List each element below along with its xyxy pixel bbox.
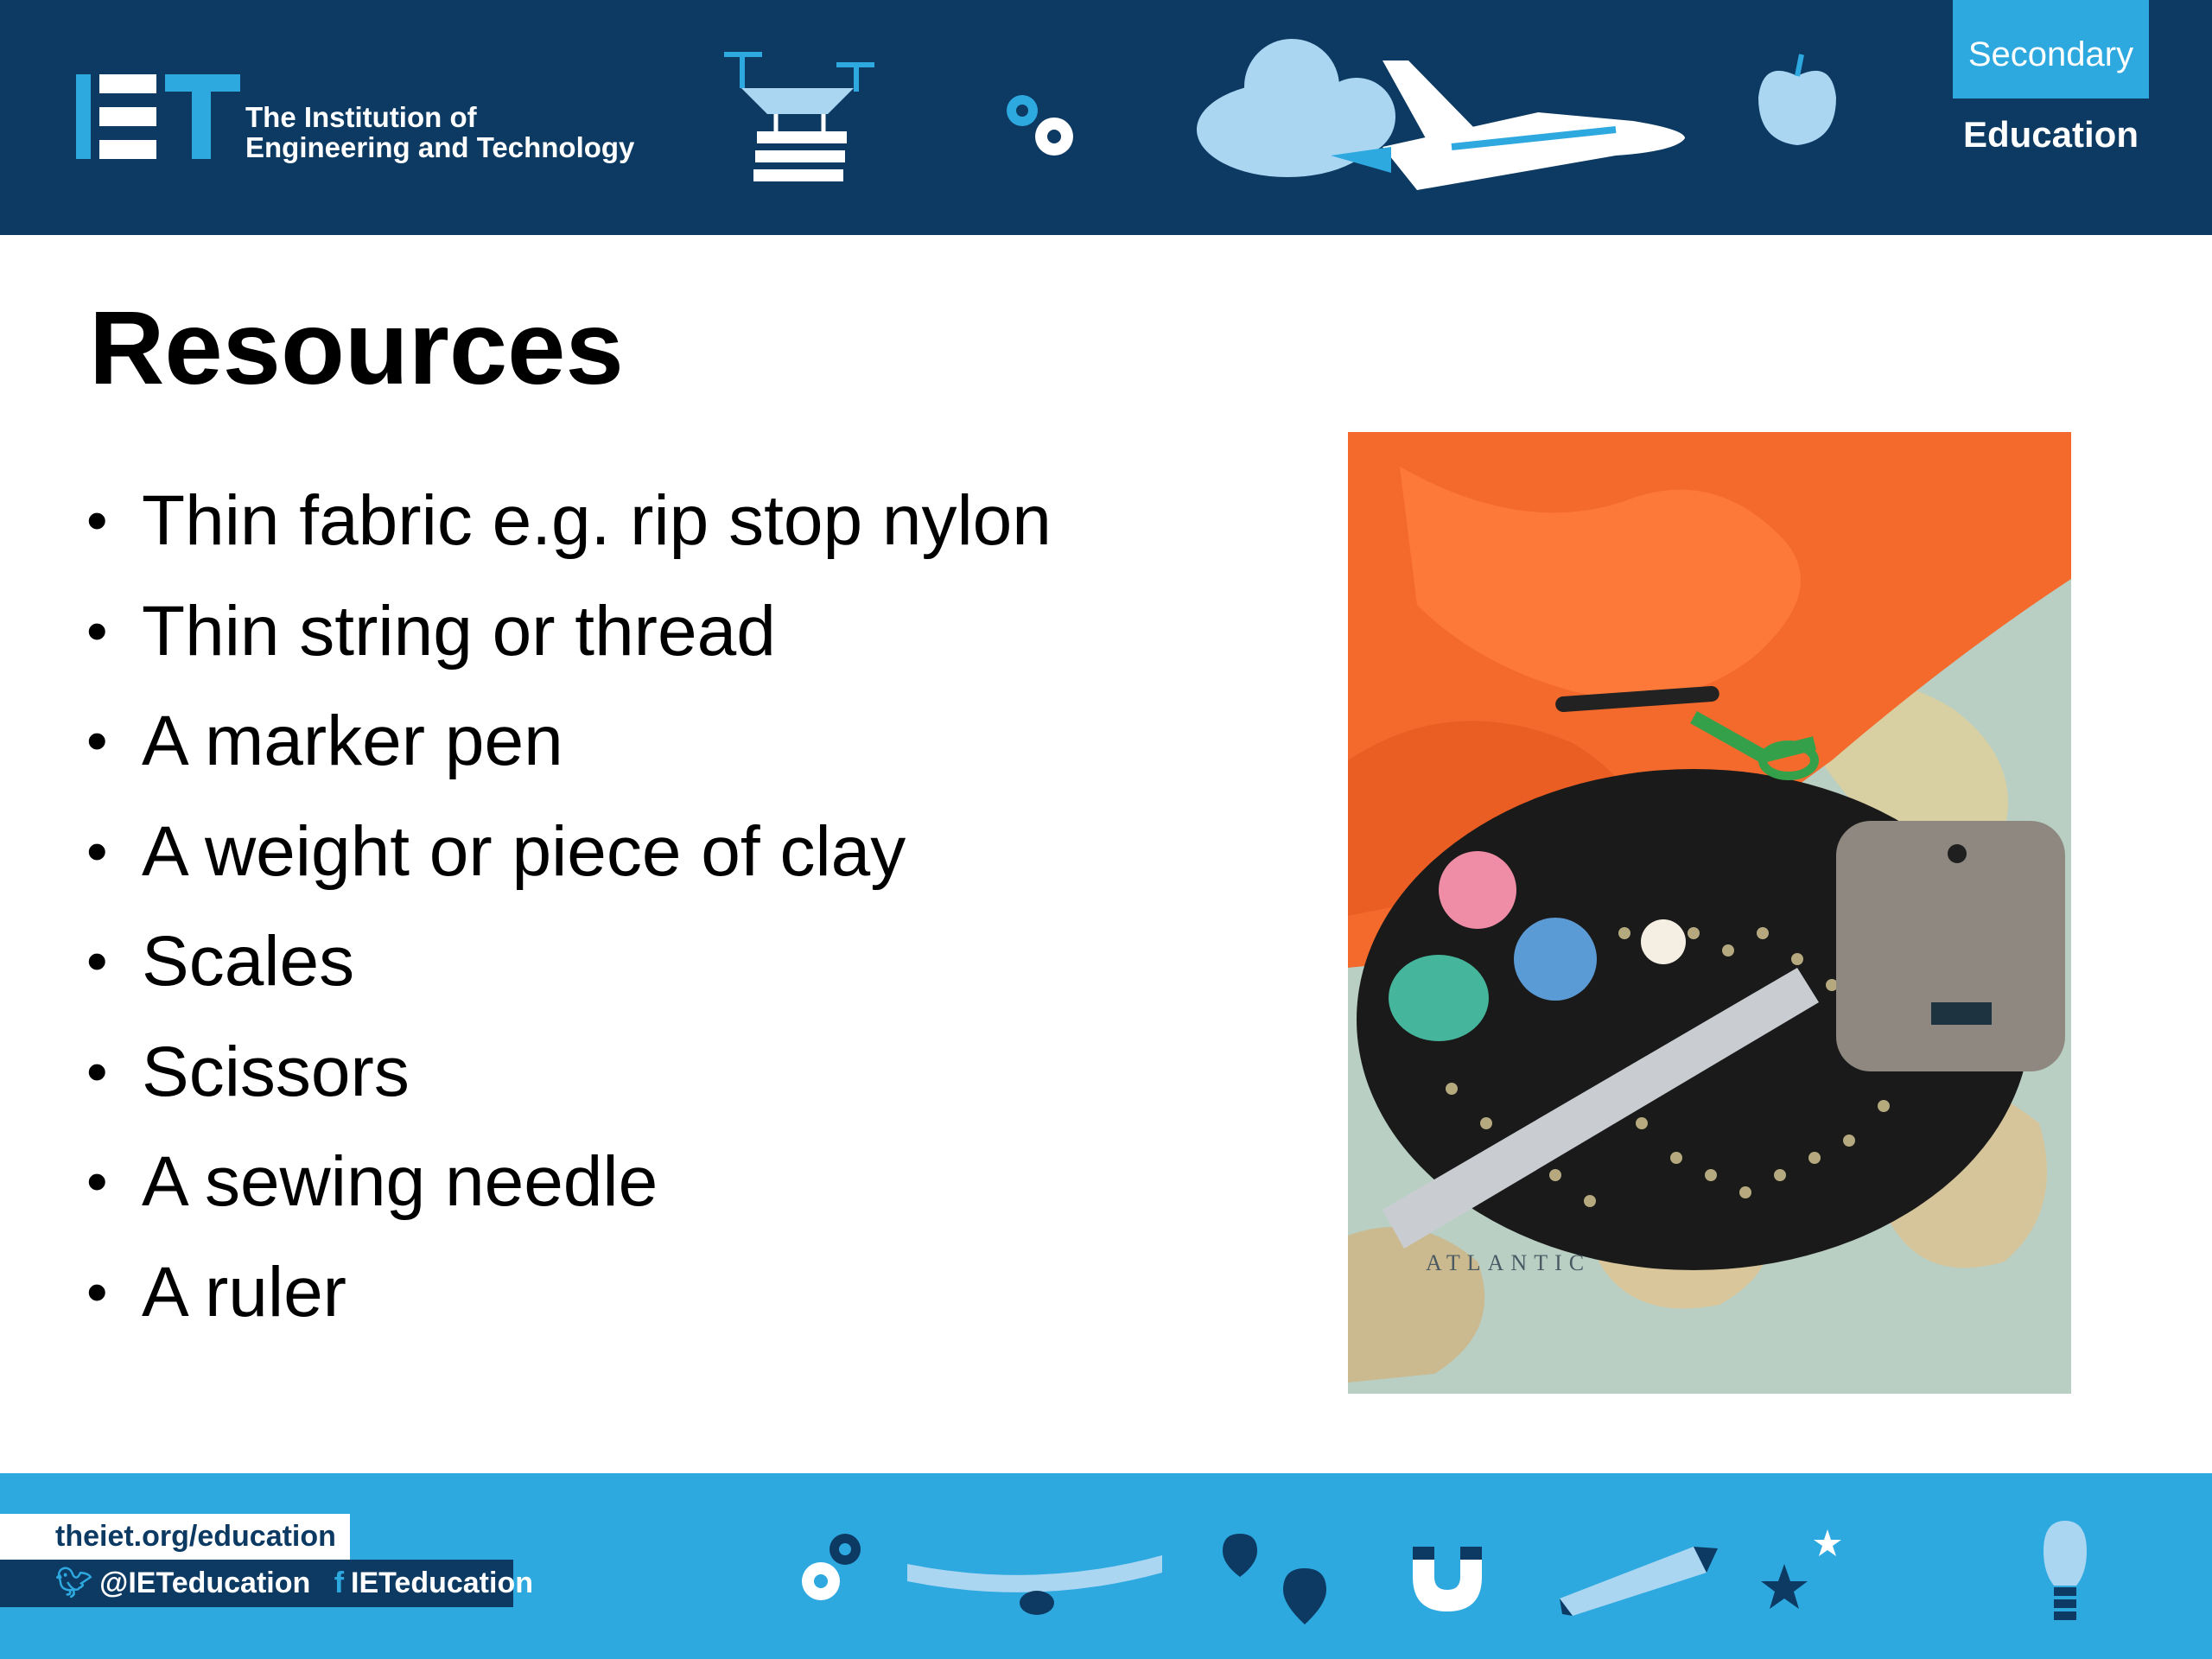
facebook-handle[interactable]: IETeducation: [351, 1567, 533, 1599]
bullet-icon: •: [86, 1147, 108, 1215]
gears-icon: [795, 1525, 873, 1607]
stars-icon: [1754, 1525, 1849, 1611]
twitter-handle[interactable]: @IETeducation: [99, 1567, 311, 1599]
bullet-icon: •: [86, 486, 108, 554]
resource-list: [86, 471, 1052, 1352]
glider-icon: [907, 1542, 1166, 1620]
apple-icon: [1754, 50, 1840, 149]
list-item: • A ruler: [86, 1243, 1052, 1353]
footer-social: [0, 1560, 533, 1607]
iet-logo: [76, 74, 240, 159]
magnet-icon: [1404, 1529, 1491, 1616]
bullet-icon: •: [86, 1257, 108, 1325]
twitter-icon: 🐦︎: [55, 1567, 93, 1599]
drone-icon: [724, 45, 880, 192]
photo-map-label: ATLANTIC: [1426, 1250, 1592, 1275]
list-item: • Scissors: [86, 1022, 1052, 1133]
bullet-icon: •: [86, 927, 108, 995]
bullet-icon: •: [86, 1037, 108, 1105]
bullet-icon: •: [86, 707, 108, 774]
resources-photo: [1348, 432, 2071, 1394]
footer-banner: [0, 1473, 2212, 1659]
bullet-icon: •: [86, 596, 108, 664]
secondary-badge: Secondary: [1953, 0, 2149, 99]
lightbulb-icon: [2035, 1516, 2095, 1637]
list-item: • Thin fabric e.g. rip stop nylon: [86, 471, 1052, 582]
slide-title: Resources: [89, 289, 624, 406]
list-item: • Scales: [86, 912, 1052, 1022]
footer-url[interactable]: theiet.org/education: [0, 1514, 350, 1560]
facebook-icon: f: [334, 1567, 345, 1599]
gears-icon: [998, 86, 1084, 164]
pencil-icon: [1555, 1538, 1719, 1616]
bullet-icon: •: [86, 817, 108, 885]
logo-text: The Institution of Engineering and Technology: [245, 101, 635, 163]
list-item: • A sewing needle: [86, 1132, 1052, 1243]
space-shuttle-icon: [1331, 52, 1694, 199]
list-item: • Thin string or thread: [86, 582, 1052, 692]
header-banner: [0, 0, 2212, 235]
list-item: • A weight or piece of clay: [86, 802, 1052, 912]
list-item: • A marker pen: [86, 691, 1052, 802]
education-label: Education: [1962, 114, 2139, 155]
map-pin-icon: [1218, 1525, 1339, 1629]
